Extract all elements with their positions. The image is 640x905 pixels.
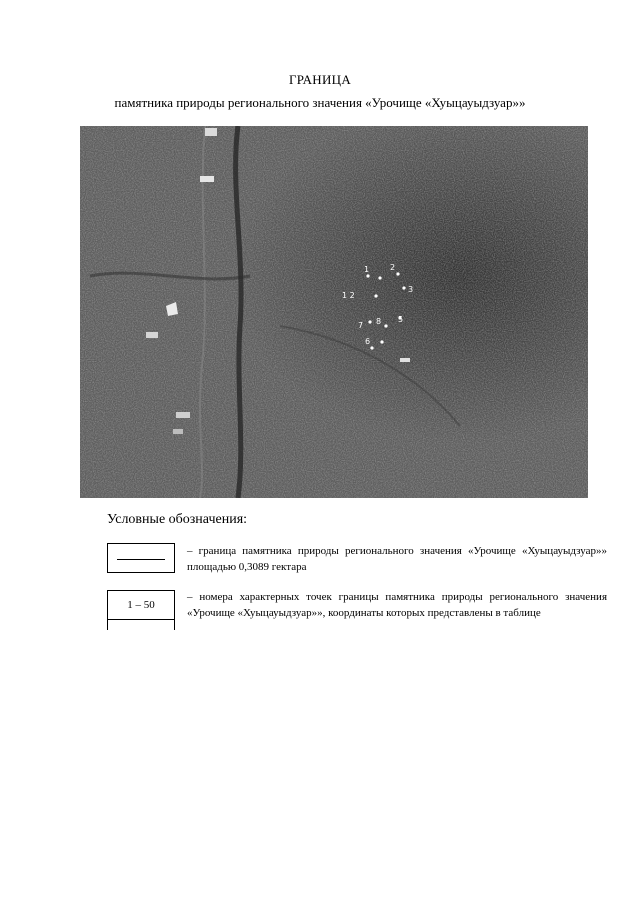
point-label: 6: [365, 337, 371, 346]
point-label: 7: [358, 321, 364, 330]
point-label: 2: [390, 263, 396, 272]
symbol-frame: [107, 620, 175, 630]
page-subtitle: памятника природы регионального значения «Урочище «Хуыцауыдзуар»»: [114, 95, 526, 110]
satellite-map: [80, 126, 588, 498]
legend-item-text: – номера характерных точек границы памятника природы регионального значения «Урочище «Хуыцауыдзуар»», координаты которых представлены в таблице: [187, 591, 607, 619]
legend-heading: Условные обозначения:: [107, 512, 248, 527]
point-label: 3: [408, 285, 414, 294]
point-label: 1: [364, 265, 370, 274]
legend-item-text: – граница памятника природы регионального значения «Урочище «Хуыцауыдзуар»» площадью 0,3089 гектара: [187, 545, 607, 573]
satellite-map-canvas: [80, 126, 588, 498]
boundary-line-icon: [117, 559, 165, 560]
page-title: ГРАНИЦА: [288, 72, 352, 87]
point-label: 5: [398, 315, 404, 324]
boundary-line-symbol: [107, 543, 175, 573]
point-numbers-symbol: 1 – 50: [107, 590, 175, 620]
point-label: 1 2: [342, 291, 355, 300]
point-label: 8: [376, 317, 382, 326]
